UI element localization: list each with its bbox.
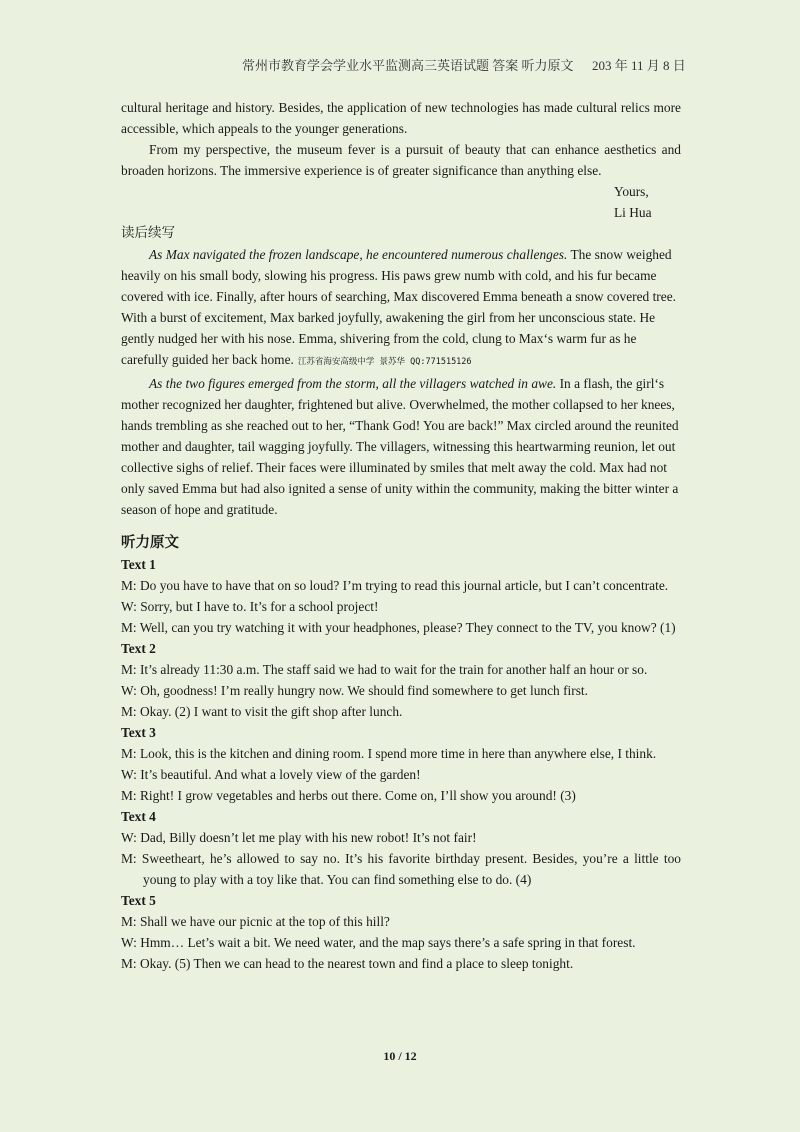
text-3-line-1: M: Look, this is the kitchen and dining room. I spend more time in here than anywhere else, I think. xyxy=(121,746,657,761)
text-4-title: Text 4 xyxy=(121,809,156,824)
header-title: 常州市教育学会学业水平监测高三英语试题 答案 听力原文 xyxy=(242,58,574,73)
text-4-line-2: M: Sweetheart, he’s allowed to say no. It’s his favorite birthday present. Besides, you’re a little too young to play with a toy like that. You can find something else to do. (4) xyxy=(121,851,681,887)
page-content xyxy=(121,97,681,974)
continuation-body-2: In a flash, the girl‘s mother recognized her daughter, frightened but alive. Overwhelmed, the mother collapsed to her knees, hands trembling as she reached out to her, “Thank God! You are back!” Max circled around the reunited mother and daughter, tail wagging joyfully. The villagers, witnessing this heartwarming reunion, let out collective sighs of relief. Their faces were illuminated by smiles that melt away the cold. Max had not only saved Emma but had also ignited a sense of unity within the community, making the bitter winter a season of hope and gratitude. xyxy=(121,376,679,517)
text-2-line-3: M: Okay. (2) I want to visit the gift shop after lunch. xyxy=(121,704,403,719)
text-5-title: Text 5 xyxy=(121,893,156,908)
text-5-line-2: W: Hmm… Let’s wait a bit. We need water, and the map says there’s a safe spring in that forest. xyxy=(121,935,636,950)
continuation-lead-1: As Max navigated the frozen landscape, he encountered numerous challenges. xyxy=(149,247,568,262)
continuation-paragraph-2 xyxy=(121,373,681,520)
text-1-line-1: M: Do you have to have that on so loud? I’m trying to read this journal article, but I can’t concentrate. xyxy=(121,578,669,593)
text-2-title: Text 2 xyxy=(121,641,156,656)
page-header xyxy=(0,55,800,75)
text-5-line-1: M: Shall we have our picnic at the top of this hill? xyxy=(121,914,390,929)
essay-paragraph-2: From my perspective, the museum fever is a pursuit of beauty that can enhance aesthetics and broaden horizons. The immersive experience is of greater significance than anything else. xyxy=(121,142,681,178)
continuation-heading: 读后续写 xyxy=(121,225,175,241)
text-3-line-2: W: It’s beautiful. And what a lovely view of the garden! xyxy=(121,767,421,782)
text-3-title: Text 3 xyxy=(121,725,156,740)
text-4-line-1: W: Dad, Billy doesn’t let me play with his new robot! It’s not fair! xyxy=(121,830,477,845)
essay-closing: Yours, xyxy=(614,184,649,199)
continuation-lead-2: As the two figures emerged from the storm, all the villagers watched in awe. xyxy=(149,376,557,391)
watermark-text: 江苏省海安高级中学 景苏华 QQ:771515126 xyxy=(297,357,472,367)
text-5-line-3: M: Okay. (5) Then we can head to the nearest town and find a place to sleep tonight. xyxy=(121,956,574,971)
text-2-line-2: W: Oh, goodness! I’m really hungry now. We should find somewhere to get lunch first. xyxy=(121,683,589,698)
essay-paragraph-1: cultural heritage and history. Besides, the application of new technologies has made cultural relics more accessible, which appeals to the younger generations. xyxy=(121,100,681,136)
continuation-paragraph-1 xyxy=(121,244,681,373)
text-2-line-1: M: It’s already 11:30 a.m. The staff said we had to wait for the train for another half an hour or so. xyxy=(121,662,648,677)
text-1-line-2: W: Sorry, but I have to. It’s for a school project! xyxy=(121,599,379,614)
continuation-body-1: The snow weighed heavily on his small body, slowing his progress. His paws grew numb with cold, and his fur became covered with ice. Finally, after hours of searching, Max discovered Emma beneath a snow covered tree. With a burst of excitement, Max barked joyfully, awakening the girl from her unconscious state. He gently nudged her with his nose. Emma, shivering from the cold, clung to Max‘s warm fur as he carefully guided her back home. xyxy=(121,247,677,367)
header-date: 203 年 11 月 8 日 xyxy=(592,58,686,73)
listening-heading: 听力原文 xyxy=(121,535,179,551)
text-1-title: Text 1 xyxy=(121,557,156,572)
page-number: 10 / 12 xyxy=(383,1049,417,1063)
text-1-line-3: M: Well, can you try watching it with your headphones, please? They connect to the TV, you know? (1) xyxy=(121,620,676,635)
essay-signature: Li Hua xyxy=(614,205,652,220)
text-3-line-3: M: Right! I grow vegetables and herbs out there. Come on, I’ll show you around! (3) xyxy=(121,788,576,803)
